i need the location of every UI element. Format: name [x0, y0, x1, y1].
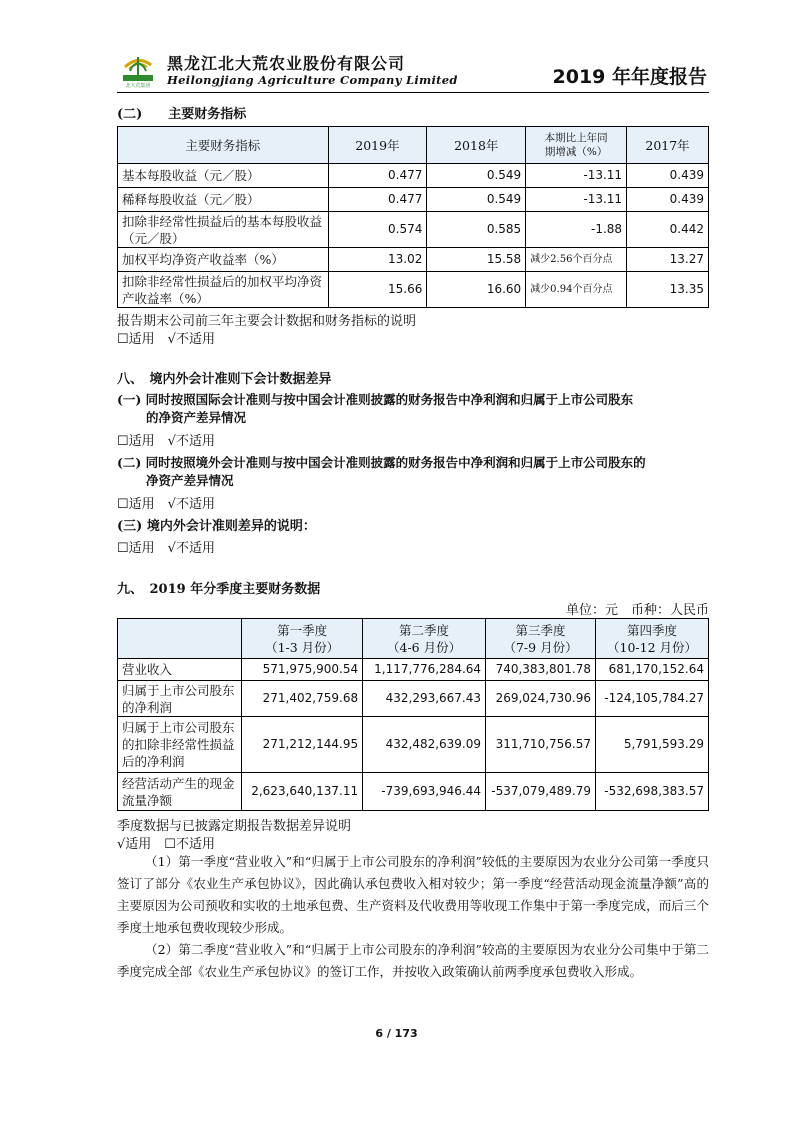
row-label: 加权平均净资产收益率（%）	[118, 248, 329, 272]
table-row	[118, 188, 709, 212]
section-nine-note: 季度数据与已披露定期报告数据差异说明	[117, 819, 352, 834]
cell-change: 减少2.56个百分点	[526, 248, 627, 272]
section-nine-applicability: √适用 ☐不适用	[117, 837, 215, 852]
sub2-applicability: ☐适用 √不适用	[117, 497, 215, 512]
sub2-title-line1: (二) 同时按照境外会计准则与按中国会计准则披露的财务报告中净利润和归属于上市公司股东的	[117, 455, 646, 470]
cell-q4: 681,170,152.64	[596, 659, 709, 681]
header-q3	[486, 619, 596, 659]
row-label: 归属于上市公司股东的扣除非经常性损益后的净利润	[118, 717, 242, 773]
cell-q4: 5,791,593.29	[596, 717, 709, 773]
table-row	[118, 164, 709, 188]
cell-q3: 311,710,756.57	[486, 717, 596, 773]
cell-q4: -532,698,383.57	[596, 773, 709, 811]
header-q4-title: 第四季度	[627, 622, 678, 638]
cell-q1: 2,623,640,137.11	[242, 773, 363, 811]
row-label: 稀释每股收益（元／股）	[118, 188, 329, 212]
explanation-paragraph-1: （1）第一季度“营业收入”和“归属于上市公司股东的净利润”较低的主要原因为农业分公司第一季度只签订了部分《农业生产承包协议》，因此确认承包费收入相对较少；第一季度“经营活动现金流量净额”高的主要原因为公司预收和实收的土地承包费、生产资料及代收费用等收现工作集中于第一季度完成，而后三个季度土地承包费收现较少形成。	[117, 854, 709, 935]
table-row	[118, 248, 709, 272]
section-two-title: (二) 主要财务指标	[117, 107, 247, 122]
header-q1-title: 第一季度	[277, 622, 328, 638]
cell-q2: 432,482,639.09	[363, 717, 486, 773]
header-change: 本期比上年同期增减（%）	[526, 127, 627, 164]
table-row	[118, 272, 709, 308]
cell-2019: 0.574	[328, 212, 427, 248]
cell-2019: 13.02	[328, 248, 427, 272]
sub2-title-line2: 净资产差异情况	[146, 473, 234, 488]
section-nine-title: 九、 2019 年分季度主要财务数据	[117, 582, 321, 597]
cell-q1: 571,975,900.54	[242, 659, 363, 681]
financial-indicators-table	[117, 126, 709, 308]
company-name-en: Heilongjiang Agriculture Company Limited	[167, 73, 458, 87]
page-header	[117, 48, 709, 92]
table-row	[118, 717, 709, 773]
cell-2017: 0.439	[627, 188, 709, 212]
header-2019: 2019年	[328, 127, 427, 164]
table-row	[118, 659, 709, 681]
cell-2019: 15.66	[328, 272, 427, 308]
cell-2017: 13.35	[627, 272, 709, 308]
section-two-applicability: ☐适用 √不适用	[117, 332, 215, 347]
cell-2019: 0.477	[328, 164, 427, 188]
row-label: 基本每股收益（元／股）	[118, 164, 329, 188]
sub3-applicability: ☐适用 √不适用	[117, 541, 215, 556]
header-q2-title: 第二季度	[399, 622, 450, 638]
header-2017: 2017年	[627, 127, 709, 164]
cell-q1: 271,402,759.68	[242, 681, 363, 717]
header-divider	[117, 92, 709, 93]
header-indicator: 主要财务指标	[118, 127, 329, 164]
page-number: 6 / 173	[375, 1027, 418, 1040]
row-label: 归属于上市公司股东的净利润	[118, 681, 242, 717]
explanation-paragraph-2: （2）第二季度“营业收入”和“归属于上市公司股东的净利润”较高的主要原因为农业分公司集中于第二季度完成全部《农业生产承包协议》的签订工作，并按收入政策确认前两季度承包费收入形成。	[117, 942, 709, 979]
sub1-title-line2: 的净资产差异情况	[146, 410, 247, 425]
cell-q4: -124,105,784.27	[596, 681, 709, 717]
cell-q3: 269,024,730.96	[486, 681, 596, 717]
section-eight-title: 八、 境内外会计准则下会计数据差异	[117, 372, 332, 387]
company-logo-icon	[121, 53, 155, 89]
row-label: 扣除非经常性损益后的加权平均净资产收益率（%）	[118, 272, 329, 308]
table-header-row	[118, 619, 709, 659]
row-label: 营业收入	[118, 659, 242, 681]
cell-2018: 16.60	[427, 272, 526, 308]
cell-change: 减少0.94个百分点	[526, 272, 627, 308]
header-q4	[596, 619, 709, 659]
sub3-title: (三) 境内外会计准则差异的说明：	[117, 519, 316, 534]
cell-q1: 271,212,144.95	[242, 717, 363, 773]
section-two-note: 报告期末公司前三年主要会计数据和财务指标的说明	[117, 314, 417, 329]
company-name-cn: 黑龙江北大荒农业股份有限公司	[167, 54, 406, 73]
cell-2019: 0.477	[328, 188, 427, 212]
header-q1-months: （1-3 月份）	[265, 639, 340, 655]
header-q2	[363, 619, 486, 659]
cell-2017: 13.27	[627, 248, 709, 272]
cell-2017: 0.439	[627, 164, 709, 188]
cell-q2: -739,693,946.44	[363, 773, 486, 811]
table-row	[118, 681, 709, 717]
report-title: 2019 年年度报告	[552, 66, 707, 88]
row-label: 扣除非经常性损益后的基本每股收益（元／股）	[118, 212, 329, 248]
table-row	[118, 212, 709, 248]
cell-change: -1.88	[526, 212, 627, 248]
quarterly-data-table	[117, 618, 709, 811]
header-2018: 2018年	[427, 127, 526, 164]
cell-2018: 0.549	[427, 164, 526, 188]
cell-q2: 432,293,667.43	[363, 681, 486, 717]
header-empty	[118, 619, 242, 659]
header-q4-months: （10-12 月份）	[607, 639, 698, 655]
cell-q3: 740,383,801.78	[486, 659, 596, 681]
header-q2-months: （4-6 月份）	[387, 639, 462, 655]
cell-q3: -537,079,489.79	[486, 773, 596, 811]
header-q3-title: 第三季度	[515, 622, 566, 638]
table-header-row	[118, 127, 709, 164]
logo-caption: 北大荒集团	[125, 83, 151, 89]
header-q1	[242, 619, 363, 659]
cell-2018: 0.585	[427, 212, 526, 248]
unit-label: 单位：元 币种：人民币	[565, 603, 709, 618]
cell-2018: 15.58	[427, 248, 526, 272]
sub1-title-line1: (一) 同时按照国际会计准则与按中国会计准则披露的财务报告中净利润和归属于上市公司股东	[117, 392, 634, 407]
cell-2017: 0.442	[627, 212, 709, 248]
cell-change: -13.11	[526, 188, 627, 212]
cell-change: -13.11	[526, 164, 627, 188]
header-q3-months: （7-9 月份）	[503, 639, 578, 655]
table-row	[118, 773, 709, 811]
cell-q2: 1,117,776,284.64	[363, 659, 486, 681]
row-label: 经营活动产生的现金流量净额	[118, 773, 242, 811]
cell-2018: 0.549	[427, 188, 526, 212]
sub1-applicability: ☐适用 √不适用	[117, 434, 215, 449]
